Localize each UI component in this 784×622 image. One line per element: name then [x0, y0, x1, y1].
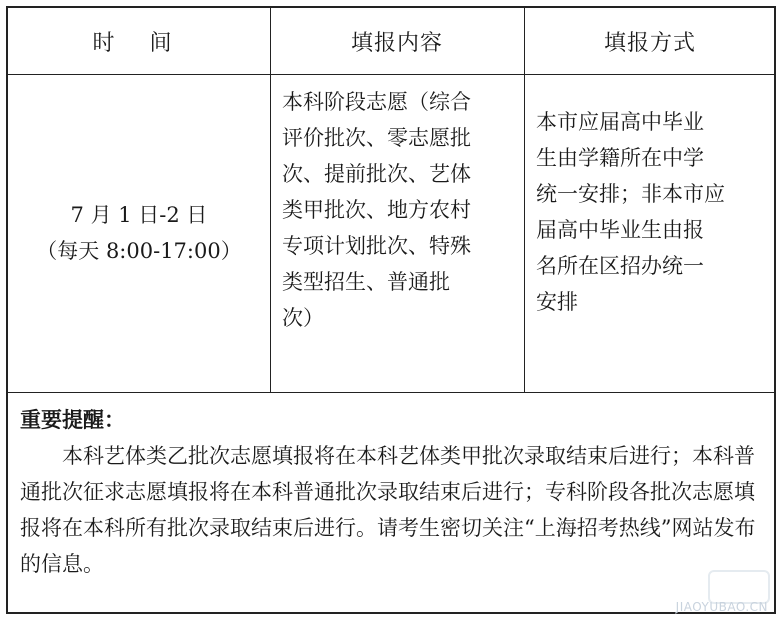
time-hours: （每天 8:00-17:00）	[36, 239, 242, 263]
content-line: 评价批次、零志愿批	[282, 126, 471, 150]
method-line: 生由学籍所在中学	[536, 146, 704, 170]
content-line: 本科阶段志愿（综合	[282, 90, 471, 114]
header-time: 时 间	[92, 30, 186, 56]
important-notes	[8, 392, 774, 612]
content-line: 类甲批次、地方农村	[282, 198, 471, 222]
header-content: 填报内容	[350, 30, 443, 56]
notes-title: 重要提醒：	[20, 407, 125, 432]
cell-method	[524, 74, 776, 392]
schedule-table	[6, 6, 776, 614]
cell-content	[270, 74, 524, 392]
method-line: 名所在区招办统一	[536, 254, 704, 278]
watermark-text: JIAOYUBAO.CN	[675, 600, 768, 614]
notes-body: 本科艺体类乙批次志愿填报将在本科艺体类甲批次录取结束后进行；本科普通批次征求志愿填报将在本科普通批次录取结束后进行；专科阶段各批次志愿填报将在本科所有批次录取结束后进行。请考生密切关注“上海招考热线”网站发布的信息。	[20, 444, 756, 576]
method-line: 本市应届高中毕业	[536, 110, 704, 134]
header-method: 填报方式	[603, 30, 696, 56]
content-line: 次）	[282, 306, 324, 330]
method-line: 届高中毕业生由报	[536, 218, 704, 242]
content-line: 专项计划批次、特殊	[282, 234, 471, 258]
content-line: 次、提前批次、艺体	[282, 162, 471, 186]
method-line: 安排	[536, 290, 578, 314]
time-date: 7 月 1 日-2 日	[70, 203, 208, 227]
method-line: 统一安排；非本市应	[536, 182, 725, 206]
cell-time	[8, 74, 270, 392]
content-line: 类型招生、普通批	[282, 270, 450, 294]
watermark-logo-icon	[708, 570, 770, 604]
